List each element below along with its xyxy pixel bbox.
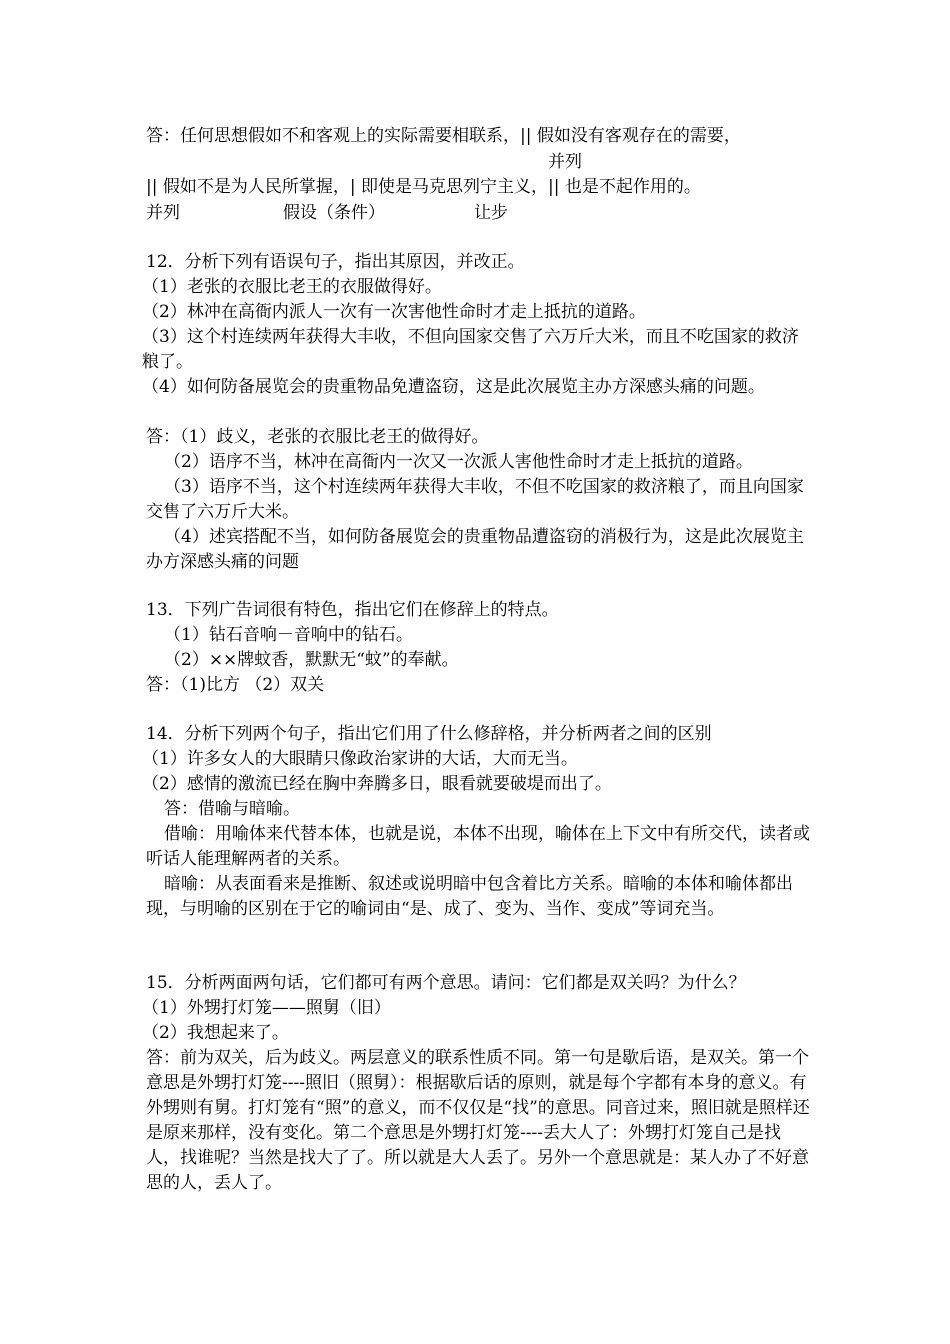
question-13-title: 13．下列广告词很有特色，指出它们在修辞上的特点。 [146, 600, 559, 620]
answer-11-note-parallel-2: 并列 [146, 203, 180, 223]
answer-11-note-condition: 假设（条件） [283, 203, 385, 223]
question-15-item-2: （2）我想起来了。 [142, 1023, 289, 1043]
answer-13: 答：（1)比方 （2）双关 [146, 675, 325, 695]
question-12-item-2: （2）林冲在高衙内派人一次有一次害他性命时才走上抵抗的道路。 [142, 302, 646, 322]
answer-12-4: （4）述宾搭配不当，如何防备展览会的贵重物品遭盗窃的消极行为，这是此次展览主办方深感头痛的问题 [146, 527, 804, 572]
answer-15: 答：前为双关，后为歧义。两层意义的联系性质不同。第一句是歇后语，是双关。第一个意思是外甥打灯笼----照旧（照舅）：根据歇后话的原则，就是每个字都有本身的意义。有外甥则有舅。打灯笼有“照”的意义，而不仅仅是“找”的意思。同音过来，照旧就是照样还是原来那样，没有变化。第二个意思是外甥打灯笼----丢大人了：外甥打灯笼自己是找人，找谁呢？当然是找大了了。所以就是大人丢了。另外一个意思就是：某人办了不好意思的人，丢人了。 [146, 1048, 810, 1193]
question-12-title: 12．分析下列有语误句子，指出其原因，并改正。 [146, 252, 525, 272]
question-14-title: 14．分析下列两个句子，指出它们用了什么修辞格，并分析两者之间的区别 [146, 724, 712, 744]
answer-11-note-concession: 让步 [474, 203, 508, 223]
question-12-item-1: （1）老张的衣服比老王的衣服做得好。 [142, 277, 442, 297]
answer-11-line-1: 答：任何思想假如不和客观上的实际需要相联系，|| 假如没有客观存在的需要， [146, 126, 741, 146]
question-12-item-3: （3）这个村连续两年获得大丰收，不但向国家交售了六万斤大米，而且不吃国家的救济粮了。 [142, 327, 799, 372]
question-15-item-1: （1）外甥打灯笼——照舅（旧） [142, 998, 391, 1018]
answer-14: 答：借喻与暗喻。 [164, 799, 300, 819]
answer-12-1: 答：（1）歧义，老张的衣服比老王的做得好。 [146, 427, 489, 447]
answer-12-2: （2）语序不当，林冲在高衙内一次又一次派人害他性命时才走上抵抗的道路。 [164, 452, 753, 472]
question-13-item-1: （1）钻石音响－音响中的钻石。 [164, 625, 413, 645]
question-15-title: 15．分析两面两句话，它们都可有两个意思。请问：它们都是双关吗？为什么？ [146, 973, 746, 993]
answer-11-line-2: || 假如不是为人民所掌握，| 即使是马克思列宁主义，|| 也是不起作用的。 [146, 177, 701, 197]
answer-11-note-parallel: 并列 [548, 152, 582, 172]
question-12-item-4: （4）如何防备展览会的贵重物品免遭盗窃，这是此次展览主办方深感头痛的问题。 [142, 377, 765, 397]
question-13-item-2: （2）××牌蚊香，默默无“蚊”的奉献。 [164, 650, 459, 670]
answer-12-3: （3）语序不当，这个村连续两年获得大丰收，不但不吃国家的救济粮了，而且向国家交售了六万斤大米。 [146, 477, 804, 522]
answer-14-para-1: 借喻：用喻体来代替本体，也就是说，本体不出现，喻体在上下文中有所交代，读者或听话人能理解两者的关系。 [146, 824, 810, 869]
question-14-item-1: （1）许多女人的大眼睛只像政治家讲的大话，大而无当。 [142, 749, 578, 769]
question-14-item-2: （2）感情的激流已经在胸中奔腾多日，眼看就要破堤而出了。 [142, 774, 612, 794]
answer-14-para-2: 暗喻：从表面看来是推断、叙述或说明暗中包含着比方关系。暗喻的本体和喻体都出现，与明喻的区别在于它的喻词由“是、成了、变为、当作、变成”等词充当。 [146, 874, 793, 919]
